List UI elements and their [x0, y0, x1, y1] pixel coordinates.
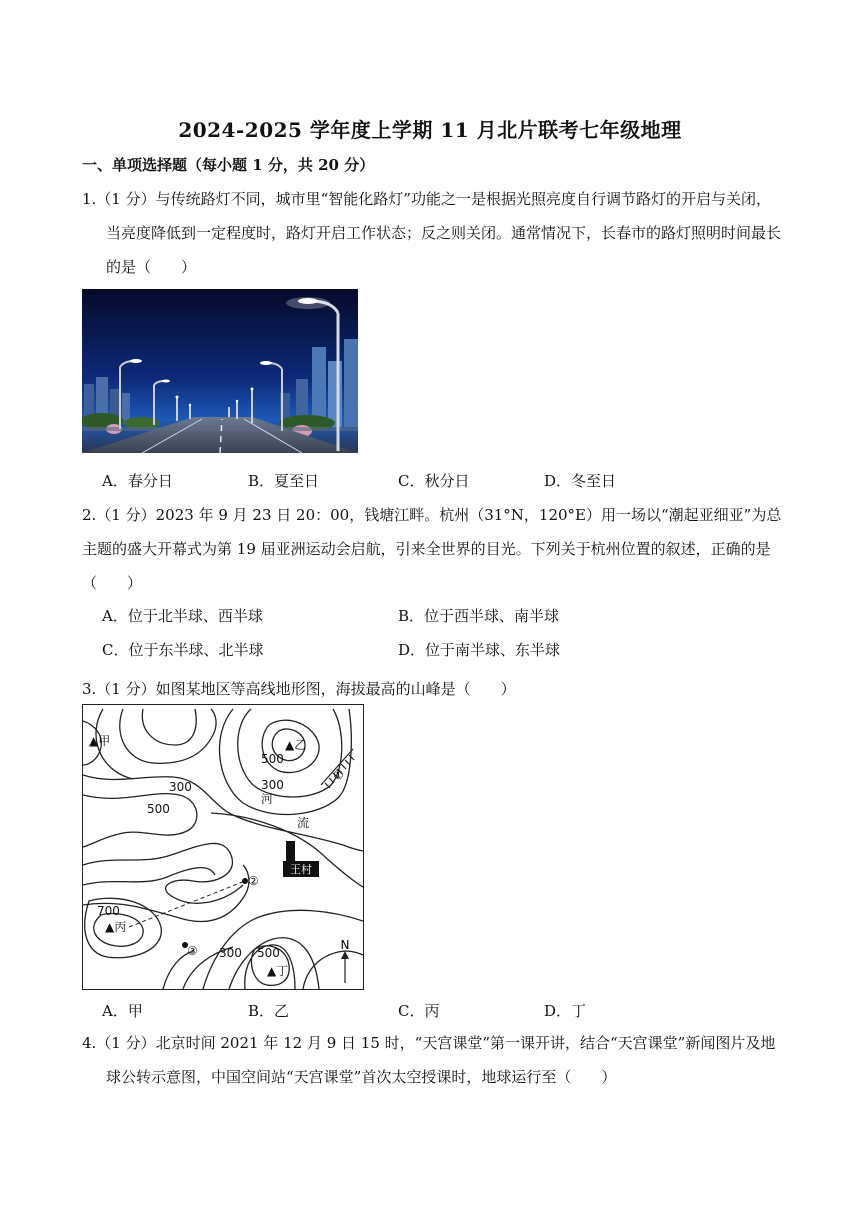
q3-option-c: C．丙 [398, 1002, 440, 1020]
q1-option-a: A．春分日 [102, 472, 173, 490]
q2-option-a: A．位于北半球、西半球 [102, 607, 263, 625]
q3-option-b: B．乙 [248, 1002, 290, 1020]
page-title: 2024-2025 学年度上学期 11 月北片联考七年级地理 [178, 118, 682, 142]
village-label: 王村 [290, 863, 312, 876]
marker-1: ① [333, 768, 344, 782]
peak-jia: ▲甲 [89, 734, 111, 748]
north-arrow-label: N [340, 938, 350, 952]
q1-option-b: B．夏至日 [248, 472, 320, 490]
contour-label-500-bottom: 500 [257, 946, 280, 960]
q3-option-d: D．丁 [544, 1002, 587, 1020]
q1-line-1: 1.（1 分）与传统路灯不同，城市里“智能化路灯”功能之一是根据光照亮度自行调节路灯的开启与关闭， [82, 190, 771, 208]
contour-label-300-top: 300 [261, 778, 284, 792]
q2-line-2: 主题的盛大开幕式为第 19 届亚洲运动会启航，引来全世界的目光。下列关于杭州位置的叙述，正确的是 [82, 540, 771, 558]
street-lamp-photo [82, 289, 358, 453]
river-label-he: 河 [261, 792, 274, 806]
q1-option-d: D．冬至日 [544, 472, 617, 490]
question-1 [82, 182, 782, 284]
q4-line-1: 4.（1 分）北京时间 2021 年 12 月 9 日 15 时，“天宫课堂”第一课开讲，结合“天宫课堂”新闻图片及地 [82, 1034, 776, 1052]
contour-label-300-bottom: 300 [219, 946, 242, 960]
contour-map [82, 704, 364, 990]
q1-line-2: 当亮度降低到一定程度时，路灯开启工作状态；反之则关闭。通常情况下，长春市的路灯照明时间最长 [106, 224, 782, 242]
q2-line-1: 2.（1 分）2023 年 9 月 23 日 20：00，钱塘江畔。杭州（31°N，120°E）用一场以“潮起亚细亚”为总 [82, 506, 782, 524]
section-heading: 一、单项选择题（每小题 1 分，共 20 分） [82, 156, 375, 174]
q1-line-3: 的是（ ） [106, 258, 197, 276]
contour-label-700: 700 [97, 904, 120, 918]
marker-2: ② [248, 874, 259, 888]
peak-yi: ▲乙 [285, 738, 307, 752]
q2-line-3: （ ） [82, 574, 143, 592]
peak-bing: ▲丙 [105, 920, 127, 934]
q3-option-a: A．甲 [102, 1002, 143, 1020]
q2-option-d: D．位于南半球、东半球 [398, 641, 561, 659]
question-4 [82, 1026, 782, 1094]
q2-option-c: C．位于东半球、北半球 [102, 641, 264, 659]
question-3: 3.（1 分）如图某地区等高线地形图，海拔最高的山峰是（ ） [82, 680, 516, 698]
contour-label-300-left: 300 [169, 780, 192, 794]
contour-label-500-top: 500 [261, 752, 284, 766]
contour-label-500-left: 500 [147, 802, 170, 816]
q2-option-b: B．位于西半球、南半球 [398, 607, 560, 625]
q1-option-c: C．秋分日 [398, 472, 470, 490]
peak-ding: ▲丁 [267, 964, 289, 978]
question-2 [82, 498, 782, 600]
river-label-liu: 流 [297, 816, 310, 830]
q4-line-2: 球公转示意图，中国空间站“天宫课堂”首次太空授课时，地球运行至（ ） [106, 1068, 617, 1086]
marker-3: ③ [187, 944, 198, 958]
